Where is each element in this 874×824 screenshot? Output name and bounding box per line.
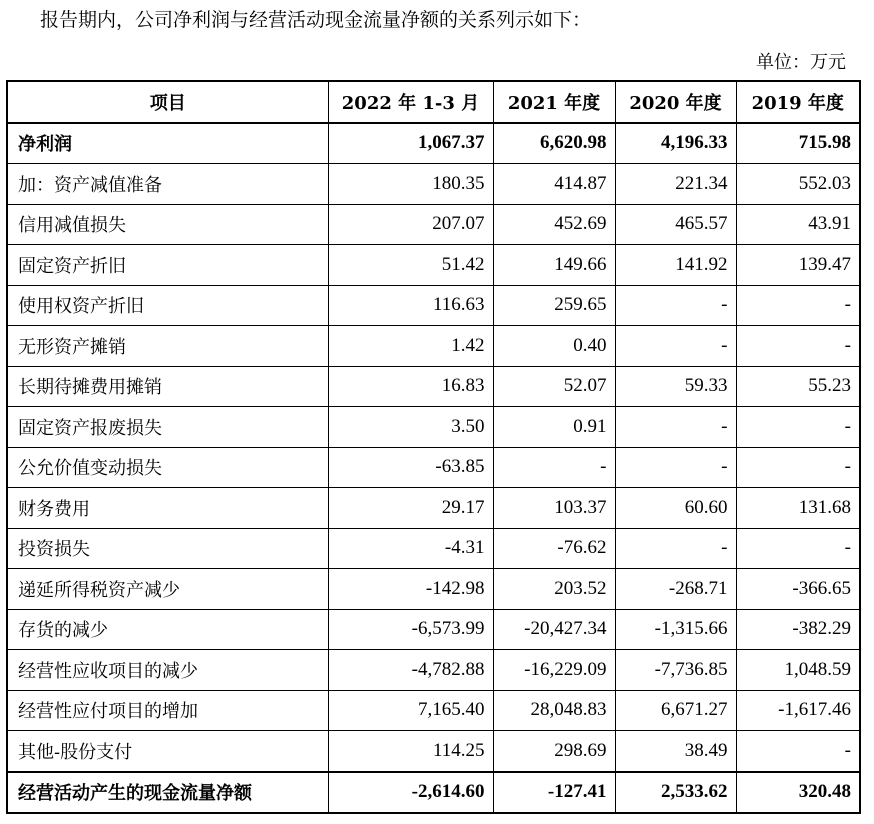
row-value: 0.40 xyxy=(493,326,615,367)
table-row xyxy=(7,528,860,569)
row-label: 无形资产摊销 xyxy=(7,326,328,367)
row-value: 131.68 xyxy=(736,488,860,529)
row-value: 221.34 xyxy=(615,164,736,205)
row-value: -16,229.09 xyxy=(493,650,615,691)
table-header-row xyxy=(7,81,860,123)
row-value: -366.65 xyxy=(736,569,860,610)
table-row xyxy=(7,609,860,650)
row-value: 6,620.98 xyxy=(493,123,615,164)
row-value: 4,196.33 xyxy=(615,123,736,164)
row-value: 103.37 xyxy=(493,488,615,529)
table-body xyxy=(7,123,860,814)
row-value: 43.91 xyxy=(736,204,860,245)
row-value: 320.48 xyxy=(736,772,860,814)
row-value: 298.69 xyxy=(493,731,615,772)
row-value: - xyxy=(615,407,736,448)
row-label: 经营活动产生的现金流量净额 xyxy=(7,772,328,814)
row-value: - xyxy=(615,326,736,367)
row-value: -4.31 xyxy=(328,528,493,569)
table-row xyxy=(7,569,860,610)
row-label: 经营性应付项目的增加 xyxy=(7,690,328,731)
row-label: 存货的减少 xyxy=(7,609,328,650)
row-label: 净利润 xyxy=(7,123,328,164)
row-value: 139.47 xyxy=(736,245,860,286)
row-value: - xyxy=(615,285,736,326)
row-label: 固定资产报废损失 xyxy=(7,407,328,448)
row-value: - xyxy=(493,447,615,488)
row-label: 固定资产折旧 xyxy=(7,245,328,286)
row-value: 1,067.37 xyxy=(328,123,493,164)
row-label: 其他-股份支付 xyxy=(7,731,328,772)
table-row xyxy=(7,772,860,814)
unit-label: 单位：万元 xyxy=(756,52,846,73)
row-value: -6,573.99 xyxy=(328,609,493,650)
row-value: -4,782.88 xyxy=(328,650,493,691)
row-value: 29.17 xyxy=(328,488,493,529)
row-value: 59.33 xyxy=(615,366,736,407)
row-value: -1,315.66 xyxy=(615,609,736,650)
row-value: - xyxy=(736,285,860,326)
row-value: 28,048.83 xyxy=(493,690,615,731)
row-value: 1,048.59 xyxy=(736,650,860,691)
row-label: 经营性应收项目的减少 xyxy=(7,650,328,691)
row-value: 141.92 xyxy=(615,245,736,286)
row-value: 203.52 xyxy=(493,569,615,610)
intro-text: 报告期内，公司净利润与经营活动现金流量净额的关系列示如下： xyxy=(40,9,592,31)
table-row xyxy=(7,123,860,164)
row-value: 55.23 xyxy=(736,366,860,407)
table-row xyxy=(7,731,860,772)
row-value: 414.87 xyxy=(493,164,615,205)
row-value: 715.98 xyxy=(736,123,860,164)
row-label: 加：资产减值准备 xyxy=(7,164,328,205)
row-value: -268.71 xyxy=(615,569,736,610)
table-row xyxy=(7,245,860,286)
row-value: 0.91 xyxy=(493,407,615,448)
row-value: 6,671.27 xyxy=(615,690,736,731)
row-value: - xyxy=(736,447,860,488)
row-value: 60.60 xyxy=(615,488,736,529)
row-value: 149.66 xyxy=(493,245,615,286)
row-value: 7,165.40 xyxy=(328,690,493,731)
row-value: 180.35 xyxy=(328,164,493,205)
row-value: -63.85 xyxy=(328,447,493,488)
row-value: 16.83 xyxy=(328,366,493,407)
row-value: 1.42 xyxy=(328,326,493,367)
row-value: 116.63 xyxy=(328,285,493,326)
row-label: 使用权资产折旧 xyxy=(7,285,328,326)
row-value: -142.98 xyxy=(328,569,493,610)
table-row xyxy=(7,285,860,326)
row-value: -382.29 xyxy=(736,609,860,650)
row-label: 递延所得税资产减少 xyxy=(7,569,328,610)
row-value: - xyxy=(736,407,860,448)
table-row xyxy=(7,164,860,205)
row-value: - xyxy=(736,528,860,569)
row-label: 长期待摊费用摊销 xyxy=(7,366,328,407)
row-value: 52.07 xyxy=(493,366,615,407)
row-value: 452.69 xyxy=(493,204,615,245)
row-value: -127.41 xyxy=(493,772,615,814)
row-value: 3.50 xyxy=(328,407,493,448)
row-value: -76.62 xyxy=(493,528,615,569)
cash-flow-reconciliation-table xyxy=(6,80,861,814)
row-value: 51.42 xyxy=(328,245,493,286)
row-label: 信用减值损失 xyxy=(7,204,328,245)
table-row xyxy=(7,204,860,245)
header-2022q1: 2022 年 1-3 月 xyxy=(328,81,493,123)
row-value: 259.65 xyxy=(493,285,615,326)
row-value: 114.25 xyxy=(328,731,493,772)
table-row xyxy=(7,407,860,448)
row-value: -7,736.85 xyxy=(615,650,736,691)
row-value: -1,617.46 xyxy=(736,690,860,731)
table-row xyxy=(7,326,860,367)
row-value: -2,614.60 xyxy=(328,772,493,814)
row-value: 552.03 xyxy=(736,164,860,205)
table-row xyxy=(7,690,860,731)
row-value: 465.57 xyxy=(615,204,736,245)
row-value: 207.07 xyxy=(328,204,493,245)
row-label: 公允价值变动损失 xyxy=(7,447,328,488)
row-label: 财务费用 xyxy=(7,488,328,529)
header-2020: 2020 年度 xyxy=(615,81,736,123)
row-value: - xyxy=(736,326,860,367)
table-row xyxy=(7,650,860,691)
table-row xyxy=(7,447,860,488)
header-item: 项目 xyxy=(7,81,328,123)
row-value: -20,427.34 xyxy=(493,609,615,650)
row-value: - xyxy=(615,528,736,569)
row-value: - xyxy=(615,447,736,488)
row-label: 投资损失 xyxy=(7,528,328,569)
row-value: 2,533.62 xyxy=(615,772,736,814)
header-2019: 2019 年度 xyxy=(736,81,860,123)
header-2021: 2021 年度 xyxy=(493,81,615,123)
row-value: 38.49 xyxy=(615,731,736,772)
table-row xyxy=(7,488,860,529)
table-row xyxy=(7,366,860,407)
row-value: - xyxy=(736,731,860,772)
